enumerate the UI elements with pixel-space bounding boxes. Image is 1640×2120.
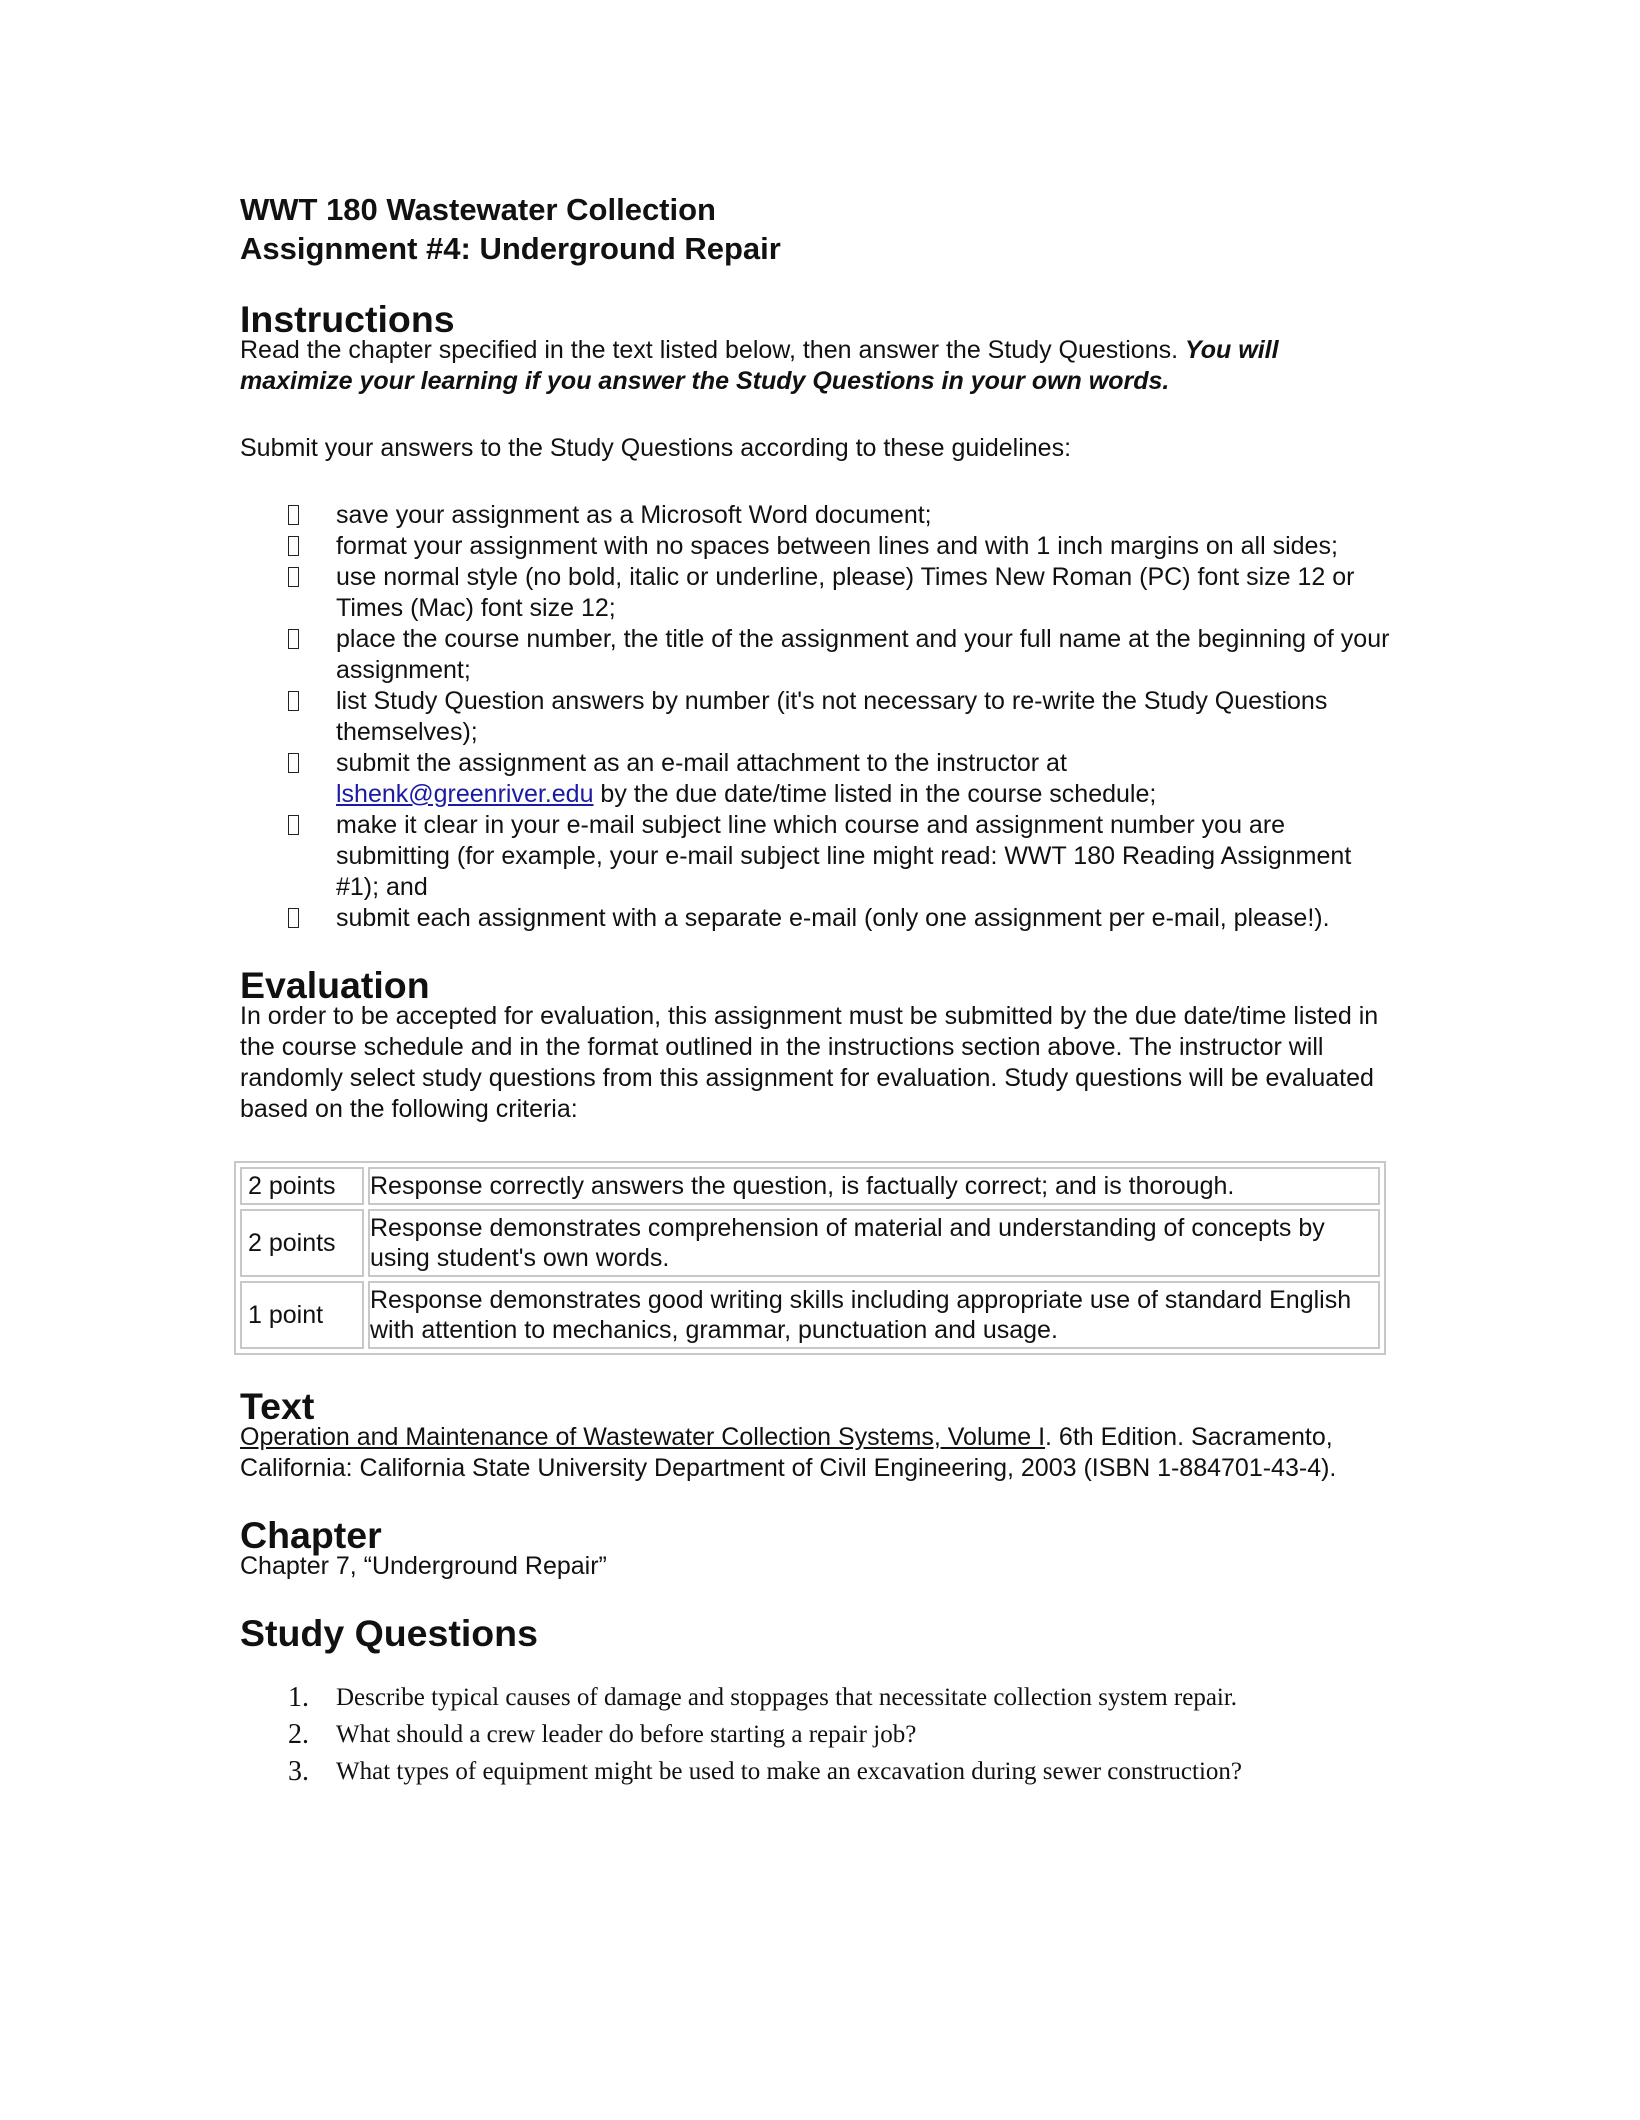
list-item: save your assignment as a Microsoft Word document; [240,500,1390,531]
criteria-table [234,1161,1386,1355]
instructor-email-link[interactable]: lshenk@greenriver.edu [336,780,594,808]
bullet-box-icon [288,908,299,928]
question-number: 1. [288,1682,309,1713]
chapter-text: Chapter 7, “Underground Repair” [240,1552,607,1580]
table-row [240,1281,1380,1349]
instructions-text [240,335,1390,397]
list-item: list Study Question answers by number (it's not necessary to re-write the Study Questions themselves); [240,686,1390,748]
question-text: What types of equipment might be used to make an excavation during sewer construction? [336,1758,1242,1785]
instructions-heading: Instructions [240,298,455,340]
submit-intro: Submit your answers to the Study Questions according to these guidelines: [240,434,1072,462]
evaluation-heading: Evaluation [240,964,430,1006]
evaluation-text: In order to be accepted for evaluation, this assignment must be submitted by the due date/time listed in the course schedule and in the format outlined in the instructions section above. The instructor will randomly select study questions from this assignment for evaluation. Study questions will be evaluated based on the following criteria: [240,1002,1379,1123]
bullet-box-icon [288,629,299,649]
criteria-points: 2 points [240,1209,364,1277]
chapter-heading: Chapter [240,1514,382,1556]
list-item: submit the assignment as an e-mail attachment to the instructor at lshenk@greenriver.edu by the due date/time listed in the course schedule; [240,748,1390,810]
list-item: format your assignment with no spaces between lines and with 1 inch margins on all sides; [240,531,1390,562]
bullet-box-icon [288,567,299,587]
list-item: place the course number, the title of the assignment and your full name at the beginning of your assignment; [240,624,1390,686]
list-item: submit each assignment with a separate e-mail (only one assignment per e-mail, please!). [240,903,1390,934]
question-number: 2. [288,1719,309,1750]
book-title: Operation and Maintenance of Wastewater Collection Systems, Volume I [240,1423,1046,1451]
instructions-text-plain: Read the chapter specified in the text listed below, then answer the Study Questions. [240,336,1186,364]
list-item [240,1679,1390,1716]
text-citation [240,1422,1390,1484]
bullet-box-icon [288,505,299,525]
table-row [240,1167,1380,1205]
bullet-box-icon [288,753,299,773]
criteria-points: 1 point [240,1281,364,1349]
list-item: make it clear in your e-mail subject line which course and assignment number you are submitting (for example, your e-mail subject line might read: WWT 180 Reading Assignment #1); and [240,810,1390,903]
study-questions-heading: Study Questions [240,1612,538,1654]
criteria-description: Response correctly answers the question, is factually correct; and is thorough. [368,1167,1380,1205]
bullet-box-icon [288,815,299,835]
question-number: 3. [288,1756,309,1787]
criteria-description: Response demonstrates good writing skills including appropriate use of standard English with attention to mechanics, grammar, punctuation and usage. [368,1281,1380,1349]
question-text: Describe typical causes of damage and stoppages that necessitate collection system repair. [336,1684,1238,1711]
study-questions-list [240,1679,1390,1790]
citation-rest: . 6th Edition. Sacramento, California: California State University Department of Civil Engineering, 2003 (ISBN 1-884701-43-4). [240,1423,1337,1482]
criteria-description: Response demonstrates comprehension of material and understanding of concepts by using student's own words. [368,1209,1380,1277]
criteria-points: 2 points [240,1167,364,1205]
list-item [240,1716,1390,1753]
list-item [240,1753,1390,1790]
guidelines-list [240,500,1390,934]
table-row [240,1209,1380,1277]
document-body [240,190,1390,1790]
assignment-title: Assignment #4: Underground Repair [240,231,781,266]
bullet-box-icon [288,536,299,556]
course-title: WWT 180 Wastewater Collection [240,192,716,227]
list-item: use normal style (no bold, italic or underline, please) Times New Roman (PC) font size 12 or Times (Mac) font size 12; [240,562,1390,624]
text-heading: Text [240,1385,315,1427]
bullet-box-icon [288,691,299,711]
instructions-text-emphasis: You will maximize your learning if you answer the Study Questions in your own words. [240,336,1279,395]
question-text: What should a crew leader do before starting a repair job? [336,1721,917,1748]
